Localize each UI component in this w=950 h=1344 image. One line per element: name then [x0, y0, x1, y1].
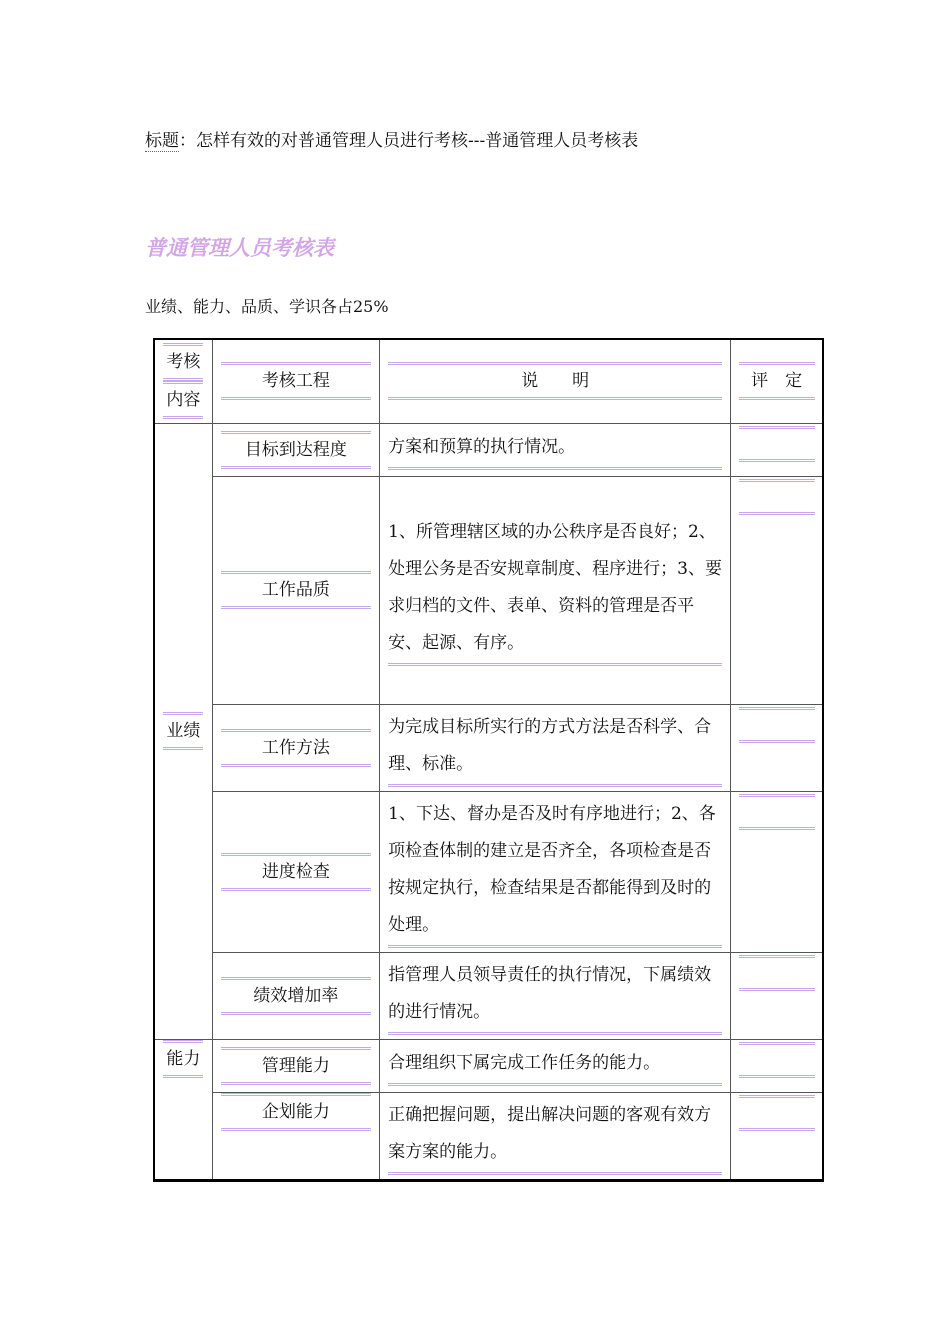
- header-item: 考核工程: [212, 339, 380, 423]
- table-row: [154, 423, 823, 476]
- row-desc: 合理组织下属完成工作任务的能力。: [380, 1039, 731, 1092]
- rating-cell[interactable]: [731, 1092, 823, 1180]
- row-item: 管理能力: [212, 1039, 380, 1092]
- table-row: [154, 704, 823, 791]
- table-row: [154, 1039, 823, 1092]
- table-row: [154, 476, 823, 704]
- rating-cell[interactable]: [731, 423, 823, 476]
- row-desc: 正确把握问题，提出解决问题的客观有效方案方案的能力。: [380, 1092, 731, 1180]
- row-item: 工作品质: [212, 476, 380, 704]
- table-header-row: [154, 339, 823, 423]
- weights-note: 业绩、能力、品质、学识各占25%: [145, 297, 389, 316]
- row-desc: 1、下达、督办是否及时有序地进行；2、各项检查体制的建立是否齐全，各项检查是否按规定执行，检查结果是否都能得到及时的处理。: [380, 791, 731, 952]
- rating-cell[interactable]: [731, 704, 823, 791]
- title-label: 标题: [145, 131, 179, 151]
- table-row: [154, 952, 823, 1039]
- title-text: ：怎样有效的对普通管理人员进行考核---普通管理人员考核表: [179, 131, 639, 151]
- table-row: [154, 791, 823, 952]
- header-content: [154, 339, 212, 423]
- document-heading: 普通管理人员考核表: [145, 235, 334, 260]
- header-desc: 说 明: [380, 339, 731, 423]
- row-item: 企划能力: [212, 1092, 380, 1180]
- header-content-line2: 内容: [163, 381, 203, 419]
- row-desc: 1、所管理辖区域的办公秩序是否良好；2、处理公务是否安规章制度、程序进行；3、要求归档的文件、表单、资料的管理是否平安、起源、有序。: [380, 476, 731, 704]
- row-item: 进度检查: [212, 791, 380, 952]
- row-desc: 为完成目标所实行的方式方法是否科学、合理、标准。: [380, 704, 731, 791]
- row-item: 工作方法: [212, 704, 380, 791]
- title-line: [145, 126, 638, 151]
- row-item: 绩效增加率: [212, 952, 380, 1039]
- table-row: [154, 1092, 823, 1180]
- rating-cell[interactable]: [731, 1039, 823, 1092]
- assessment-table: [153, 338, 824, 1182]
- header-content-line1: 考核: [163, 343, 203, 381]
- group-performance: 业绩: [154, 423, 212, 1039]
- rating-cell[interactable]: [731, 791, 823, 952]
- header-rating: 评 定: [731, 339, 823, 423]
- rating-cell[interactable]: [731, 952, 823, 1039]
- row-desc: 指管理人员领导责任的执行情况，下属绩效的进行情况。: [380, 952, 731, 1039]
- rating-cell[interactable]: [731, 476, 823, 704]
- row-item: 目标到达程度: [212, 423, 380, 476]
- row-desc: 方案和预算的执行情况。: [380, 423, 731, 476]
- group-ability: 能力: [154, 1039, 212, 1180]
